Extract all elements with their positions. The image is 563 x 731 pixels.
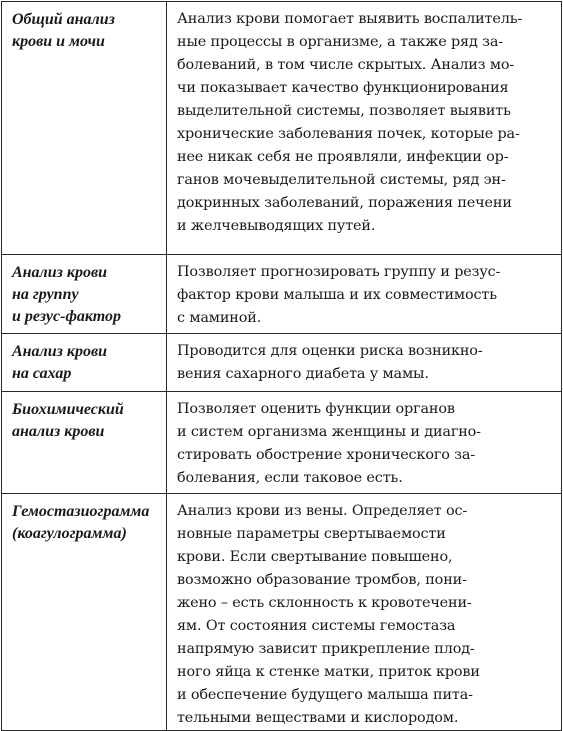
- table-row: [2, 494, 562, 731]
- description-line: Позволяет оценить функции органов: [177, 401, 455, 417]
- test-description: [167, 494, 561, 730]
- test-description-cell: [167, 494, 562, 731]
- test-name: [2, 392, 166, 443]
- description-line: и желчевыводящих путей.: [177, 218, 376, 234]
- test-name: [2, 2, 166, 53]
- test-name-cell: [2, 392, 167, 494]
- description-line: вения сахарного диабета у мамы.: [177, 366, 429, 382]
- test-description: [167, 2, 561, 238]
- test-description-cell: [167, 334, 562, 392]
- description-line: с маминой.: [177, 310, 262, 326]
- description-line: болевания, если таковое есть.: [177, 470, 403, 486]
- description-line: новные параметры свертываемости: [177, 526, 446, 542]
- description-line: хронические заболевания почек, которые ра-: [177, 126, 520, 142]
- test-description-cell: [167, 392, 562, 494]
- description-line: тельными веществами и кислородом.: [177, 710, 459, 726]
- description-line: Анализ крови помогает выявить воспалитель-: [177, 11, 523, 27]
- test-name-cell: [2, 255, 167, 334]
- description-line: стировать обострение хронического за-: [177, 447, 475, 463]
- description-line: и обеспечение будущего малыша пита-: [177, 687, 473, 703]
- test-name-cell: [2, 334, 167, 392]
- description-line: напрямую зависит прикрепление плод-: [177, 641, 475, 657]
- test-name: [2, 334, 166, 385]
- description-line: чи показывает качество функционирования: [177, 80, 509, 96]
- description-line: ям. От состояния системы гемостаза: [177, 618, 456, 634]
- description-line: выделительной системы, позволяет выявить: [177, 103, 511, 119]
- description-line: Проводится для оценки риска возникно-: [177, 343, 483, 359]
- description-line: ганов мочевыделительной системы, ряд эн-: [177, 172, 506, 188]
- test-name: [2, 494, 166, 545]
- test-name-line: анализ крови: [12, 423, 105, 440]
- test-name-line: крови и мочи: [12, 33, 105, 50]
- description-line: крови. Если свертывание повышено,: [177, 549, 453, 565]
- description-line: и систем организма женщины и диагно-: [177, 424, 481, 440]
- test-name: [2, 255, 166, 328]
- description-line: нее никак себя не проявляли, инфекции ор-: [177, 149, 509, 165]
- description-line: возможно образование тромбов, пони-: [177, 572, 467, 588]
- description-line: жено – есть склонность к кровотечени-: [177, 595, 472, 611]
- test-description: [167, 392, 561, 490]
- description-line: ные процессы в организме, а также ряд за-: [177, 34, 503, 50]
- test-description-cell: [167, 255, 562, 334]
- table-row: [2, 2, 562, 255]
- description-line: болеваний, в том числе скрытых. Анализ мо-: [177, 57, 515, 73]
- description-line: фактор крови малыша и их совместимость: [177, 287, 497, 303]
- test-name-line: (коагулограмма): [12, 525, 127, 542]
- analysis-table: [1, 1, 562, 731]
- test-name-line: Биохимический: [12, 401, 124, 418]
- test-description-cell: [167, 2, 562, 255]
- description-line: Позволяет прогнозировать группу и резус-: [177, 264, 501, 280]
- table-row: [2, 392, 562, 494]
- test-name-line: Анализ крови: [12, 343, 108, 360]
- test-name-line: на сахар: [12, 365, 72, 382]
- description-line: Анализ крови из вены. Определяет ос-: [177, 503, 468, 519]
- test-name-line: и резус-фактор: [12, 308, 122, 325]
- table-row: [2, 255, 562, 334]
- test-name-line: Общий анализ: [12, 11, 115, 28]
- test-name-line: на группу: [12, 286, 79, 303]
- test-name-cell: [2, 494, 167, 731]
- test-name-line: Гемостазиограмма: [12, 503, 150, 520]
- test-name-cell: [2, 2, 167, 255]
- table-row: [2, 334, 562, 392]
- test-description: [167, 255, 561, 330]
- test-description: [167, 334, 561, 386]
- description-line: докринных заболеваний, поражения печени: [177, 195, 512, 211]
- description-line: ного яйца к стенке матки, приток крови: [177, 664, 480, 680]
- test-name-line: Анализ крови: [12, 264, 108, 281]
